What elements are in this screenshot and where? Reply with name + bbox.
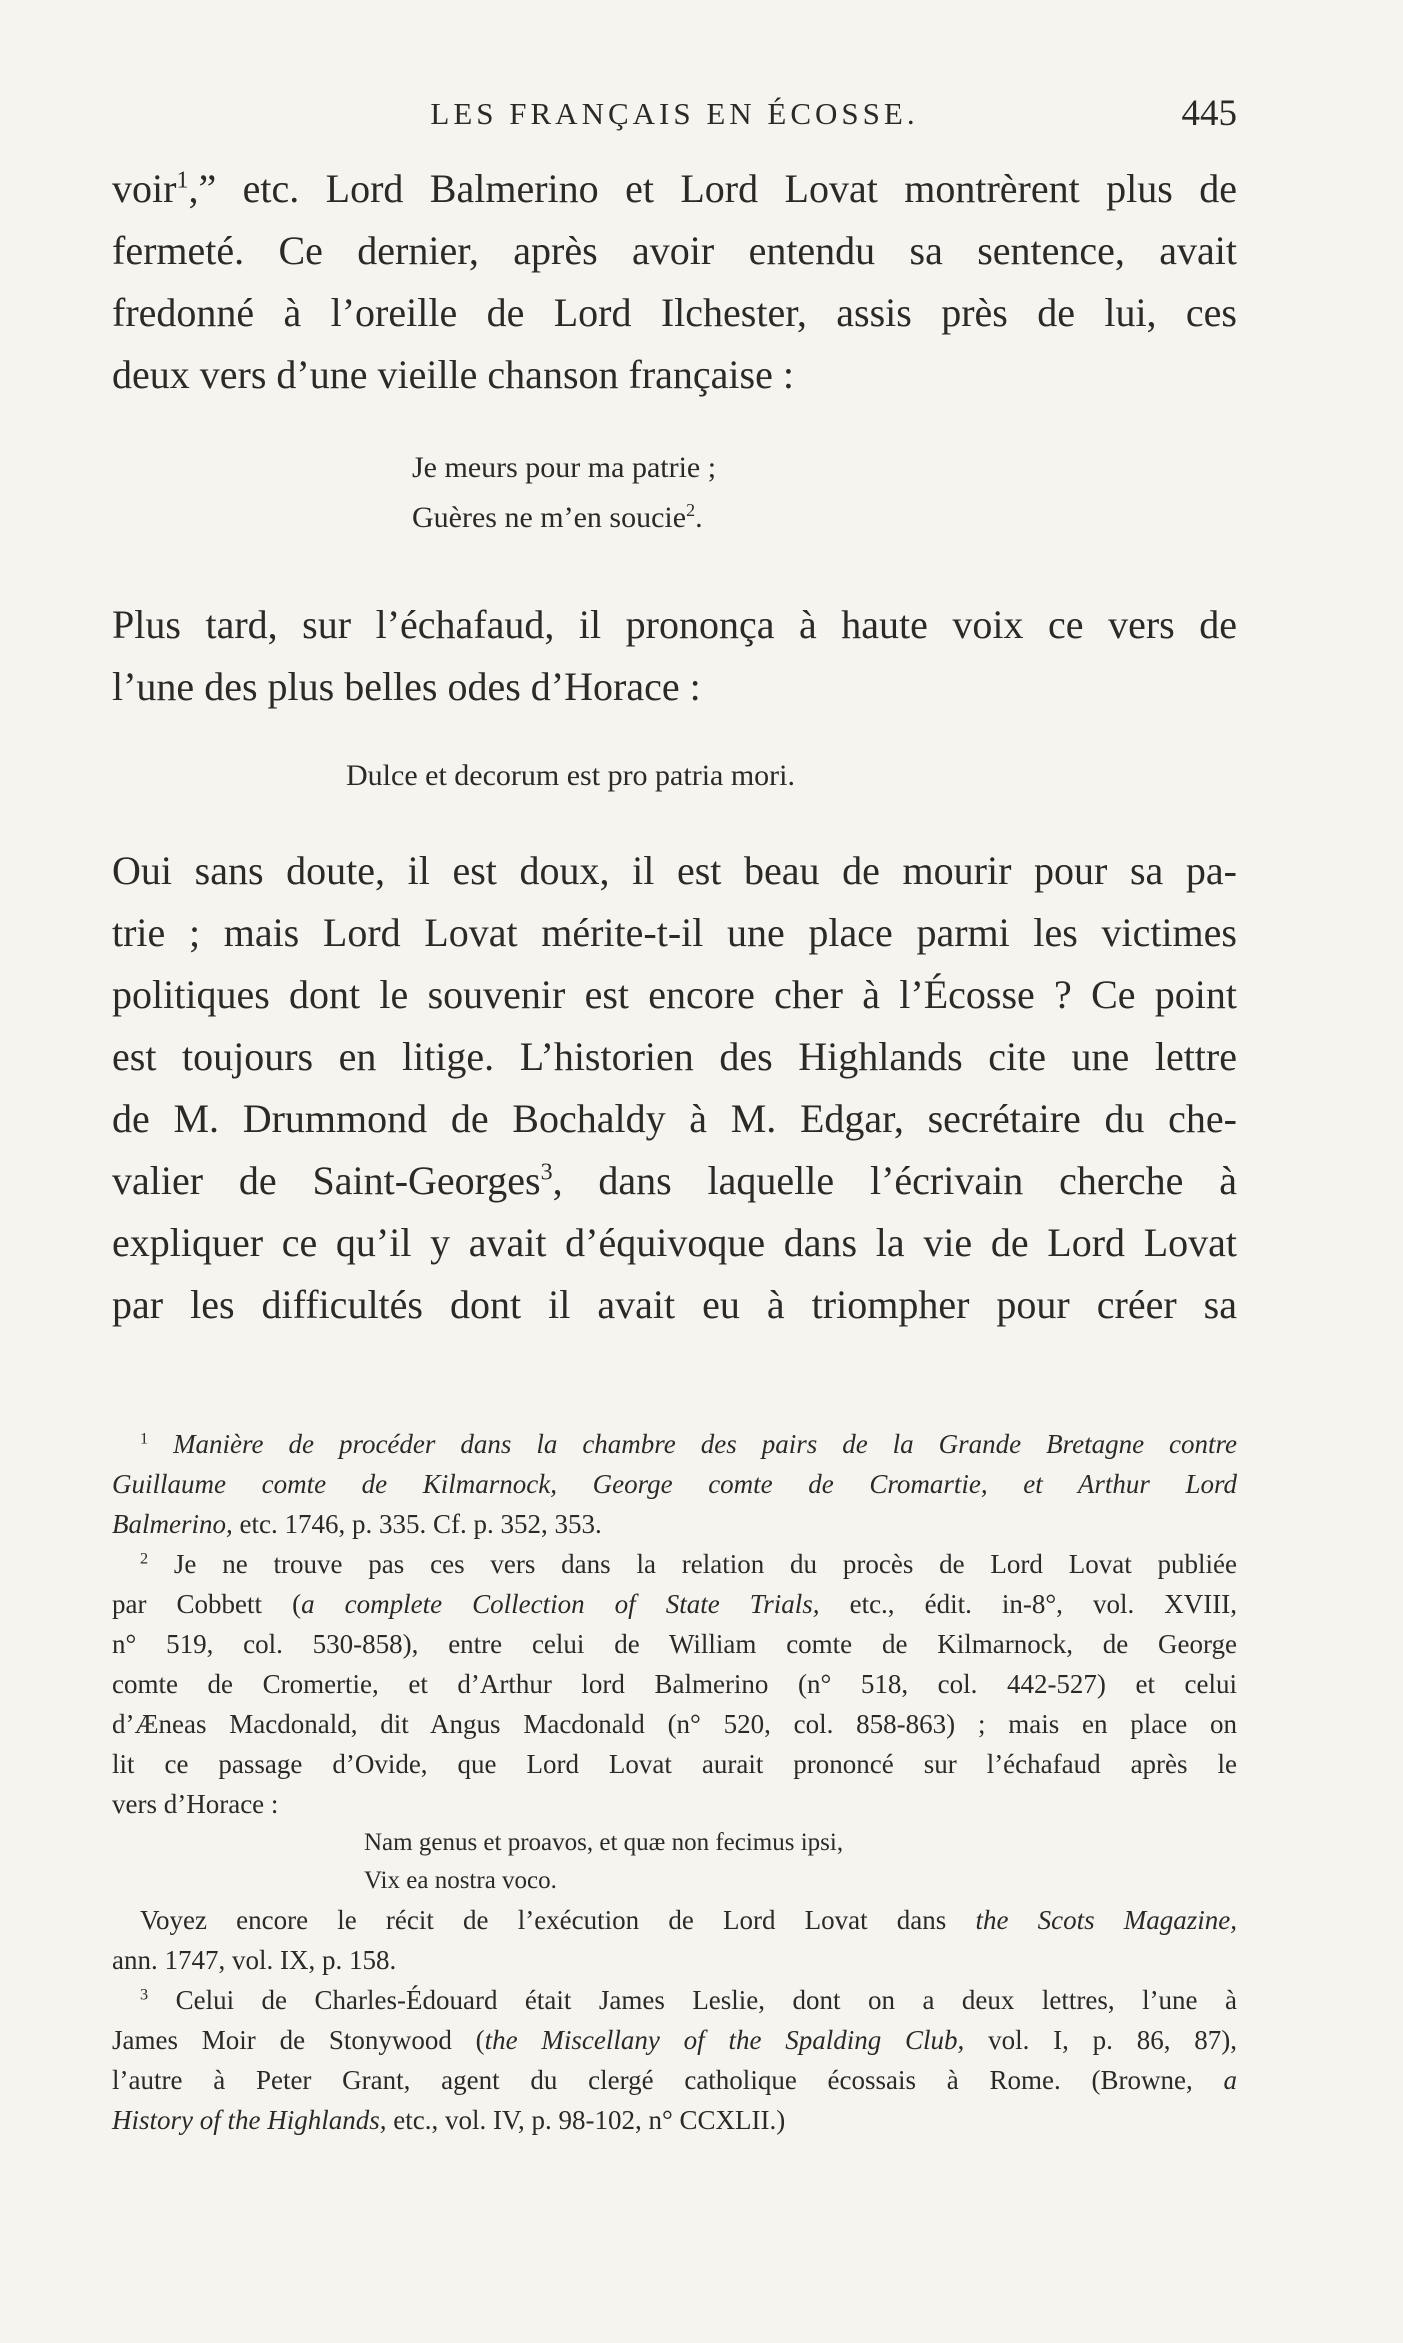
footnotes (112, 1424, 1237, 2140)
footnote-ref-2: 2 (686, 500, 696, 521)
verse-line: Guères ne m’en soucie$^2$. (412, 500, 703, 534)
running-title: LES FRANÇAIS EN ÉCOSSE. (430, 96, 919, 131)
verse-line: Dulce et decorum est pro patria mori. (346, 759, 796, 792)
footnote-verse: Nam genus et proavos, et quæ non fecimus ipsi, Vix ea nostra voco. (364, 1829, 844, 1894)
footnote-2: $^2$ Je ne trouve pas ces vers dans la relation du procès de Lord Lovat publiée par Cobbett (a complete Collection of State Trials, etc., édit. in-8°, vol. XVIII, n° 519, col. 530-858), entre celui de William comte de Kilmarnock, de George comte de Cromertie, et d’Arthur lord Balmerino (n° 518, col. 442-527) et celui d’Æneas Macdonald, dit Angus Macdonald (n° 520, col. 858-863) ; mais en place on lit ce passage d’Ovide, que Lord Lovat aurait prononcé sur l’échafaud après le vers d’Horace : Nam genus et proavos, et quæ non fecimus ipsi, Vix ea nostra voco. Voyez encore le récit de l’exécution de Lord Lovat dans the Scots Magazine, ann. 1747, vol. IX, p. 158. (112, 1549, 1237, 1975)
verse-block-2 (346, 751, 795, 801)
text-line: trie ; mais Lord Lovat mérite-t-il une place parmi les victimes (112, 910, 1237, 955)
paragraph-1 (112, 158, 1237, 406)
footnote-3: $^3$ Celui de Charles-Édouard était James Leslie, dont on a deux lettres, l’une à James Moir de Stonywood (the Miscellany of the Spalding Club, vol. I, p. 86, 87), l’autre à Peter Grant, agent du clergé catholique écossais à Rome. (Browne, a History of the Highlands, etc., vol. IV, p. 98-102, n° CCXLII.) (112, 1985, 1238, 2135)
footnote-ref-1: 1 (176, 167, 189, 194)
text-line: fredonné à l’oreille de Lord Ilchester, assis près de lui, ces (112, 290, 1237, 335)
text-line: voir$^1$,” etc. Lord Balmerino et Lord Lovat montrèrent plus de (112, 166, 1237, 211)
text-line: Plus tard, sur l’échafaud, il prononça à haute voix ce vers de (112, 602, 1237, 647)
footnote-1: $^1$ Manière de procéder dans la chambre des pairs de la Grande Bretagne contre Guillaume comte de Kilmarnock, George comte de Cromartie, et Arthur Lord Balmerino, etc. 1746, p. 335. Cf. p. 352, 353. (112, 1429, 1237, 1539)
page-header (112, 90, 1237, 140)
text-line: politiques dont le souvenir est encore cher à l’Écosse ? Ce point (112, 972, 1237, 1017)
page-number: 445 (1181, 93, 1237, 134)
footnote-mark: 3 (140, 1985, 149, 2004)
text-line: Oui sans doute, il est doux, il est beau de mourir pour sa pa- (112, 848, 1237, 893)
text-line: deux vers d’une vieille chanson française : (112, 352, 794, 397)
paragraph-2 (112, 594, 1237, 718)
verse-line: Je meurs pour ma patrie ; (412, 451, 717, 484)
footnote-mark: 1 (140, 1429, 149, 1448)
footnote-ref-3: 3 (540, 1159, 553, 1186)
text-line: expliquer ce qu’il y avait d’équivoque dans la vie de Lord Lovat (112, 1220, 1237, 1265)
text-line: de M. Drummond de Bochaldy à M. Edgar, secrétaire du che- (112, 1096, 1237, 1141)
footnote-mark: 2 (140, 1549, 149, 1568)
verse-block-1 (412, 443, 716, 543)
text-line: par les difficultés dont il avait eu à triompher pour créer sa (112, 1282, 1237, 1327)
text-line: valier de Saint-Georges$^3$, dans laquelle l’écrivain cherche à (112, 1158, 1237, 1203)
paragraph-3 (112, 840, 1237, 1336)
text-line: est toujours en litige. L’historien des Highlands cite une lettre (112, 1034, 1237, 1079)
text-line: l’une des plus belles odes d’Horace : (112, 664, 701, 709)
text-line: fermeté. Ce dernier, après avoir entendu sa sentence, avait (112, 228, 1237, 273)
